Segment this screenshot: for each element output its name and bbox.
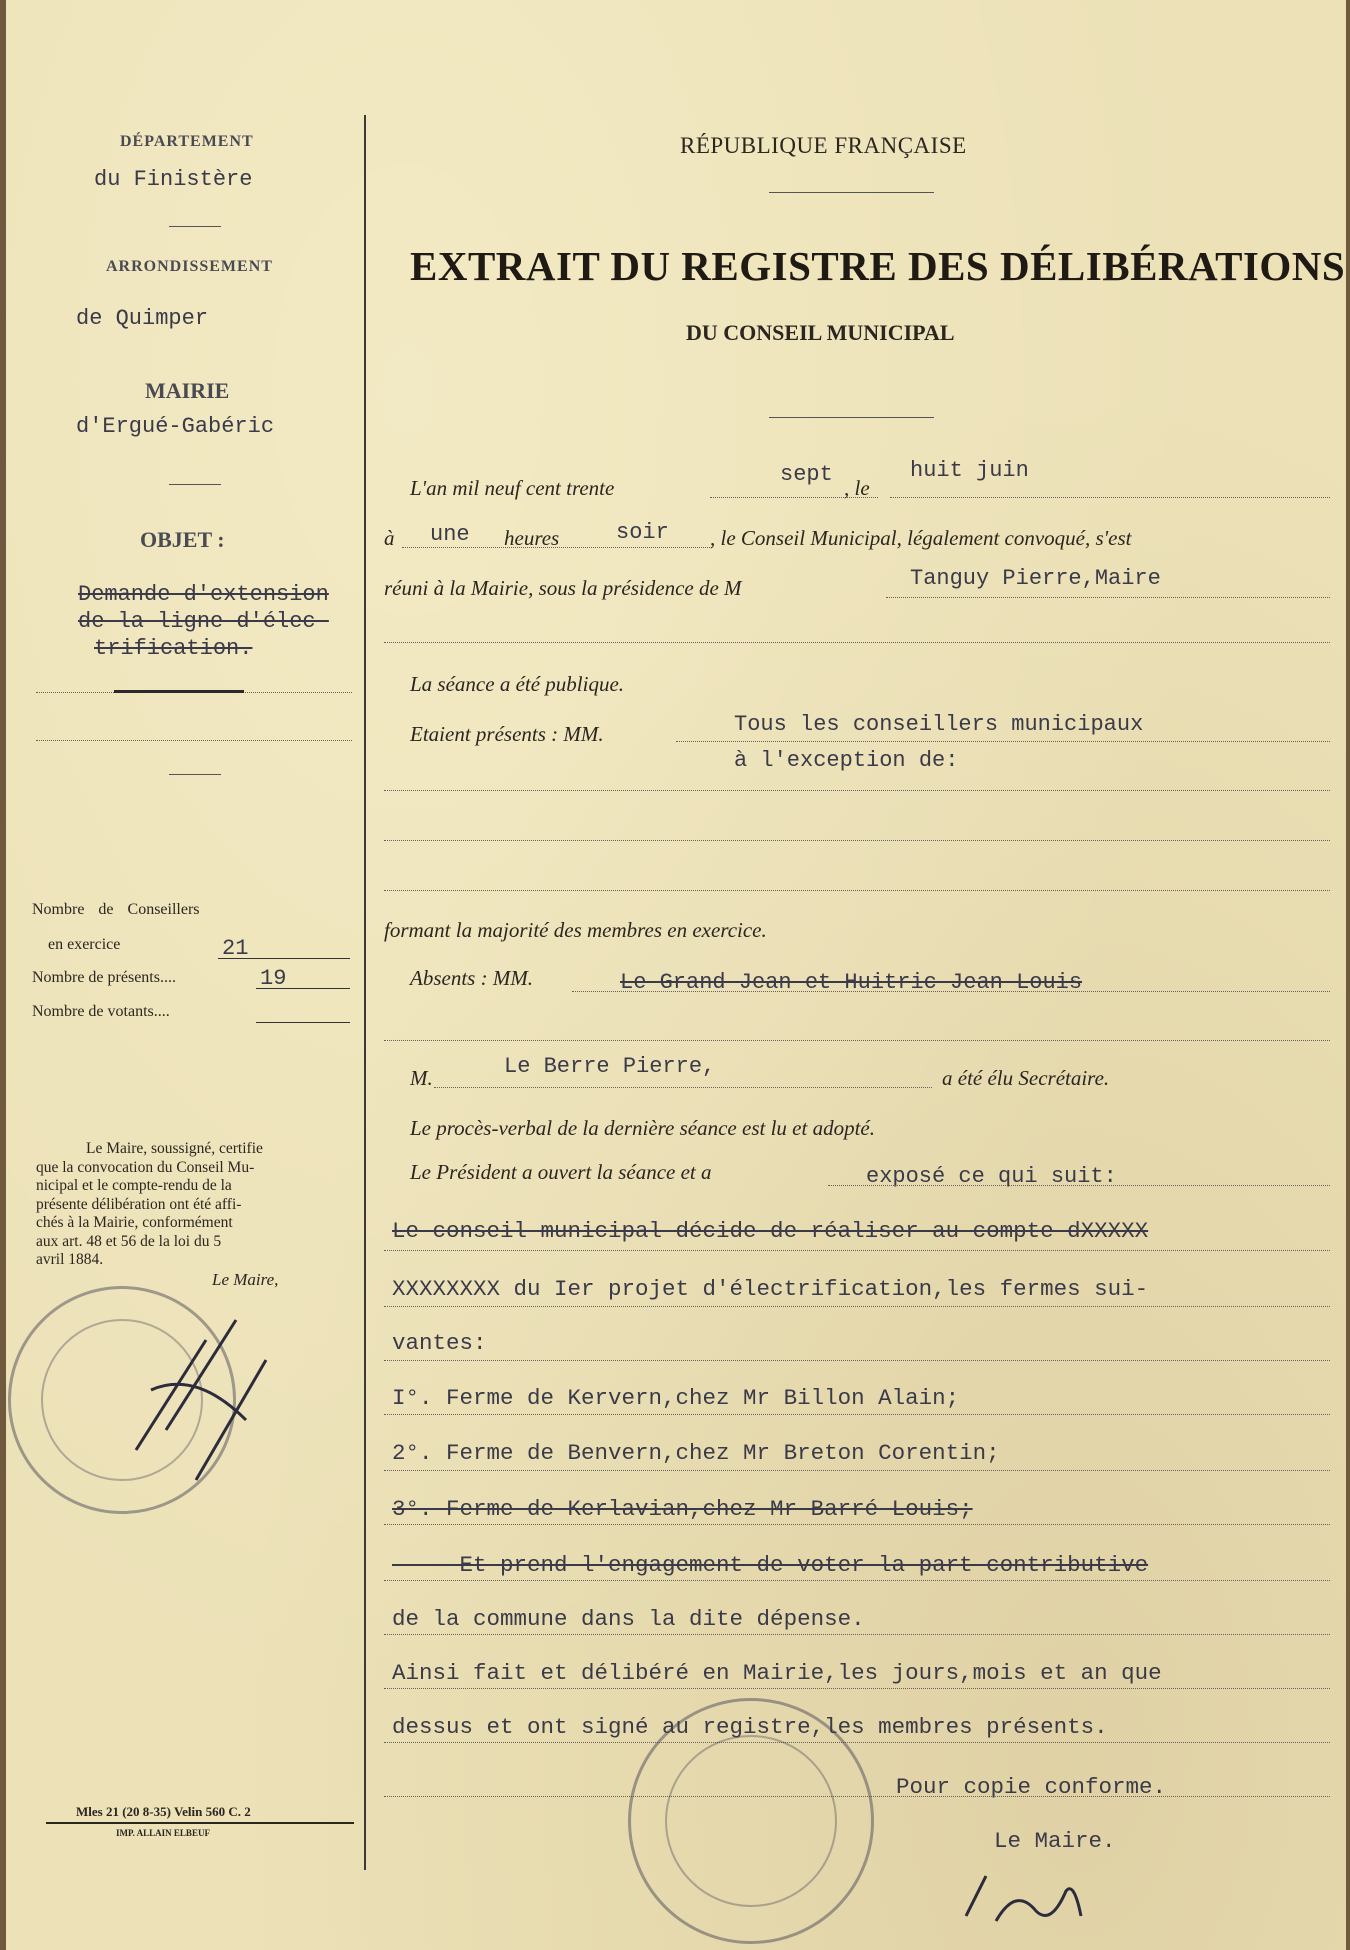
objet-line-3: trification. bbox=[94, 636, 253, 661]
presents-dotted bbox=[384, 790, 1330, 791]
presents-rule bbox=[256, 988, 350, 989]
date-le: , le bbox=[844, 476, 870, 500]
secretaire-dotted bbox=[434, 1087, 932, 1088]
hour-dotted bbox=[402, 547, 712, 548]
date-value: huit juin bbox=[910, 458, 1029, 483]
document-title: EXTRAIT DU REGISTRE DES DÉLIBÉRATIONS bbox=[410, 243, 1346, 289]
hour-a: à bbox=[384, 526, 395, 550]
majorite-text: formant la majorité des membres en exercice. bbox=[384, 918, 767, 942]
departement-value: du Finistère bbox=[94, 167, 253, 192]
printer-rule bbox=[46, 1822, 354, 1824]
mairie-value: d'Ergué-Gabéric bbox=[76, 414, 275, 439]
certification-text bbox=[36, 1140, 356, 1270]
expose-value: exposé ce qui suit: bbox=[866, 1164, 1117, 1189]
document-subtitle: DU CONSEIL MUNICIPAL bbox=[686, 320, 955, 345]
votants-label: Nombre de votants.... bbox=[32, 1003, 170, 1020]
presents-label-main: Etaient présents : MM. bbox=[410, 722, 604, 746]
absents-dotted bbox=[384, 1040, 1330, 1041]
header-rule bbox=[769, 417, 934, 418]
seance-publique: La séance a été publique. bbox=[410, 672, 625, 696]
president-expose: Le Président a ouvert la séance et a bbox=[410, 1160, 712, 1184]
mairie-label: MAIRIE bbox=[145, 378, 230, 403]
body-line-8: de la commune dans la dite dépense. bbox=[392, 1606, 865, 1632]
conseillers-label: Nombre de Conseillers bbox=[32, 901, 200, 918]
sidebar-rule bbox=[169, 774, 221, 775]
body-rule bbox=[384, 1360, 1330, 1361]
signature-left bbox=[126, 1300, 276, 1490]
column-divider bbox=[364, 115, 366, 1870]
republique-heading: RÉPUBLIQUE FRANÇAISE bbox=[680, 133, 967, 158]
signature-mayor bbox=[956, 1856, 1096, 1946]
exercice-label: en exercice bbox=[48, 936, 121, 953]
body-line-1: Le conseil municipal décide de réaliser au compte dXXXXX bbox=[392, 1218, 1149, 1244]
printer-info: Mles 21 (20 8-35) Velin 560 C. 2 bbox=[76, 1804, 251, 1819]
certification-line: que la convocation du Conseil Mu- bbox=[36, 1158, 255, 1176]
proces-verbal: Le procès-verbal de la dernière séance est lu et adopté. bbox=[410, 1116, 875, 1140]
body-rule bbox=[384, 1688, 1330, 1689]
sidebar-rule bbox=[169, 484, 221, 485]
presents-label: Nombre de présents.... bbox=[32, 969, 176, 986]
presents-line-1: Tous les conseillers municipaux bbox=[734, 712, 1144, 737]
presents-dotted bbox=[384, 840, 1330, 841]
arrondissement-label: ARRONDISSEMENT bbox=[106, 258, 273, 275]
blank-dotted bbox=[384, 642, 1330, 643]
objet-label: OBJET : bbox=[140, 527, 225, 552]
sidebar-rule bbox=[169, 226, 221, 227]
presidence-text: réuni à la Mairie, sous la présidence de M bbox=[384, 576, 742, 600]
certification-line: présente délibération ont été affi- bbox=[36, 1195, 242, 1213]
presents-value: 19 bbox=[260, 966, 287, 991]
certification-line: nicipal et le compte-rendu de la bbox=[36, 1177, 232, 1194]
hour-value: une bbox=[430, 522, 470, 547]
body-line-7: Et prend l'engagement de voter la part contributive bbox=[392, 1552, 1149, 1578]
absents-dotted bbox=[572, 991, 1330, 992]
body-rule bbox=[384, 1414, 1330, 1415]
presents-dotted bbox=[384, 890, 1330, 891]
body-rule bbox=[384, 1470, 1330, 1471]
period-value: soir bbox=[616, 520, 669, 545]
convocation-text: , le Conseil Municipal, légalement convoqué, s'est bbox=[710, 526, 1132, 550]
header-rule bbox=[769, 192, 934, 193]
objet-dotted-line bbox=[36, 740, 352, 741]
body-line-10: dessus et ont signé au registre,les membres présents. bbox=[392, 1714, 1108, 1740]
stamp-inner-ring bbox=[665, 1735, 837, 1907]
body-line-3: vantes: bbox=[392, 1330, 487, 1356]
body-rule bbox=[384, 1580, 1330, 1581]
arrondissement-value: de Quimper bbox=[76, 306, 209, 331]
objet-line-2: de la ligne d'élec- bbox=[78, 609, 329, 634]
body-line-6: 3°. Ferme de Kerlavian,chez Mr Barré Louis; bbox=[392, 1496, 973, 1522]
sidebar-le-maire: Le Maire, bbox=[212, 1270, 279, 1289]
certification-line: Le Maire, soussigné, certifie bbox=[86, 1140, 263, 1157]
year-value: sept bbox=[780, 462, 833, 487]
document-page bbox=[6, 0, 1346, 1950]
body-line-5: 2°. Ferme de Benvern,chez Mr Breton Corentin; bbox=[392, 1440, 1000, 1466]
certification-line: chés à la Mairie, conformément bbox=[36, 1214, 233, 1231]
objet-line-1: Demande d'extension bbox=[78, 582, 329, 607]
expose-dotted bbox=[828, 1185, 1330, 1186]
certification-line: avril 1884. bbox=[36, 1251, 104, 1268]
body-rule bbox=[384, 1634, 1330, 1635]
main-le-maire: Le Maire. bbox=[994, 1828, 1116, 1854]
president-name: Tanguy Pierre,Maire bbox=[910, 566, 1161, 591]
certification-line: aux art. 48 et 56 de la loi du 5 bbox=[36, 1232, 222, 1250]
objet-underline bbox=[114, 690, 244, 693]
departement-label: DÉPARTEMENT bbox=[120, 133, 254, 150]
absents-label: Absents : MM. bbox=[410, 966, 534, 990]
absents-value: Le Grand Jean et Huitric Jean Louis bbox=[620, 970, 1083, 995]
presents-dotted bbox=[676, 741, 1330, 742]
president-dotted bbox=[886, 597, 1330, 598]
exercice-rule bbox=[218, 958, 350, 959]
body-line-2: XXXXXXXX du Ier projet d'électrification,les fermes sui- bbox=[392, 1276, 1149, 1302]
year-prefix: L'an mil neuf cent trente bbox=[410, 476, 615, 500]
mairie-stamp-bottom bbox=[628, 1698, 874, 1944]
votants-rule bbox=[256, 1022, 350, 1023]
printer-name: IMP. ALLAIN ELBEUF bbox=[116, 1828, 210, 1838]
secretaire-name: Le Berre Pierre, bbox=[504, 1054, 716, 1079]
body-line-9: Ainsi fait et délibéré en Mairie,les jours,mois et an que bbox=[392, 1660, 1162, 1686]
presents-line-2: à l'exception de: bbox=[734, 748, 959, 773]
body-line-4: I°. Ferme de Kervern,chez Mr Billon Alain; bbox=[392, 1385, 960, 1411]
secretaire-m: M. bbox=[410, 1066, 433, 1090]
secretaire-suffix: a été élu Secrétaire. bbox=[942, 1066, 1110, 1090]
exercice-value: 21 bbox=[222, 936, 249, 961]
date-dotted bbox=[890, 497, 1330, 498]
body-rule bbox=[384, 1250, 1330, 1251]
body-rule bbox=[384, 1306, 1330, 1307]
body-rule bbox=[384, 1524, 1330, 1525]
body-rule bbox=[384, 1742, 1330, 1743]
pour-copie-conforme: Pour copie conforme. bbox=[896, 1774, 1167, 1800]
hour-heures: heures bbox=[504, 526, 560, 550]
